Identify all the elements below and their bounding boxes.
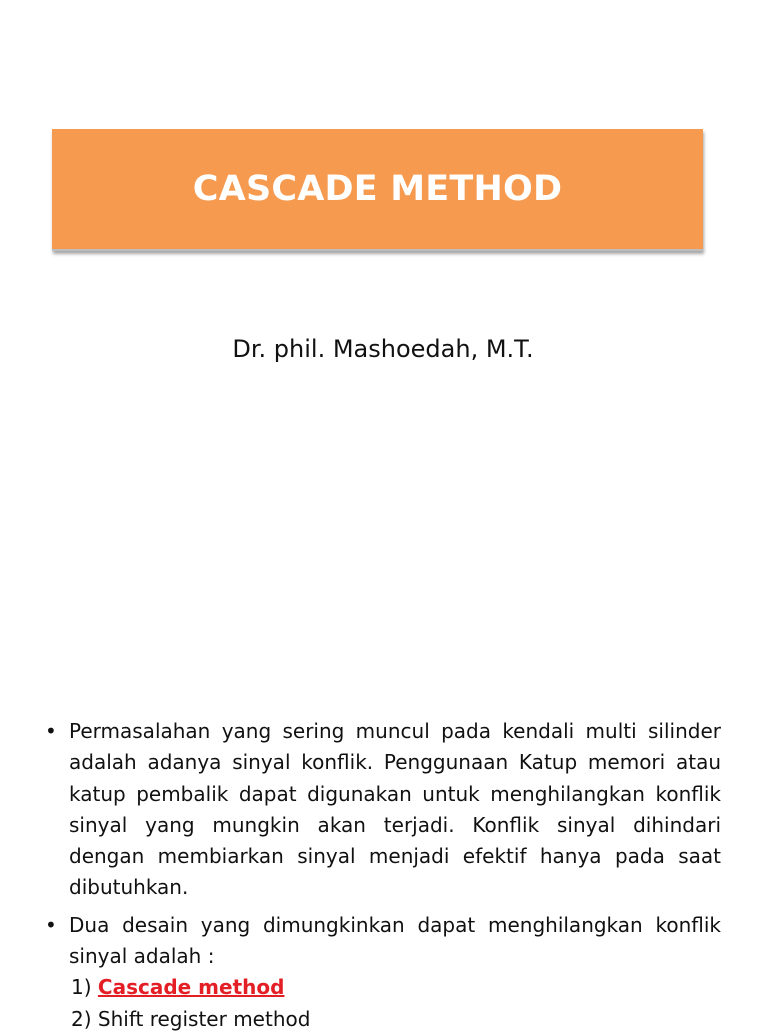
bullet-item	[45, 716, 721, 904]
bullet-marker: •	[45, 912, 57, 937]
slide-body	[45, 716, 721, 1035]
bullet-text: Dua desain yang dimungkinkan dapat menghilangkan konflik sinyal adalah :	[69, 912, 721, 969]
bullet-text: Permasalahan yang sering muncul pada kendali multi silinder adalah adanya sinyal konflik. Penggunaan Katup memori atau katup pembalik dapat digunakan untuk menghilangkan konflik sinyal yang mungkin akan terjadi. Konflik sinyal dihindari dengan membiarkan sinyal menjadi efektif hanya pada saat dibutuhkan.	[69, 719, 721, 900]
bullet-item	[45, 910, 721, 973]
option-item	[45, 972, 721, 1003]
bullet-marker: •	[45, 719, 57, 743]
author-name: Dr. phil. Mashoedah, M.T.	[232, 335, 534, 363]
title-banner	[52, 129, 703, 251]
option-label-highlighted: Cascade method	[97, 975, 285, 1000]
option-number: 1)	[71, 975, 92, 1000]
option-label: Shift register method	[97, 1006, 311, 1031]
slide-title: CASCADE METHOD	[192, 169, 563, 209]
option-number: 2)	[71, 1006, 92, 1031]
option-item	[45, 1004, 721, 1035]
